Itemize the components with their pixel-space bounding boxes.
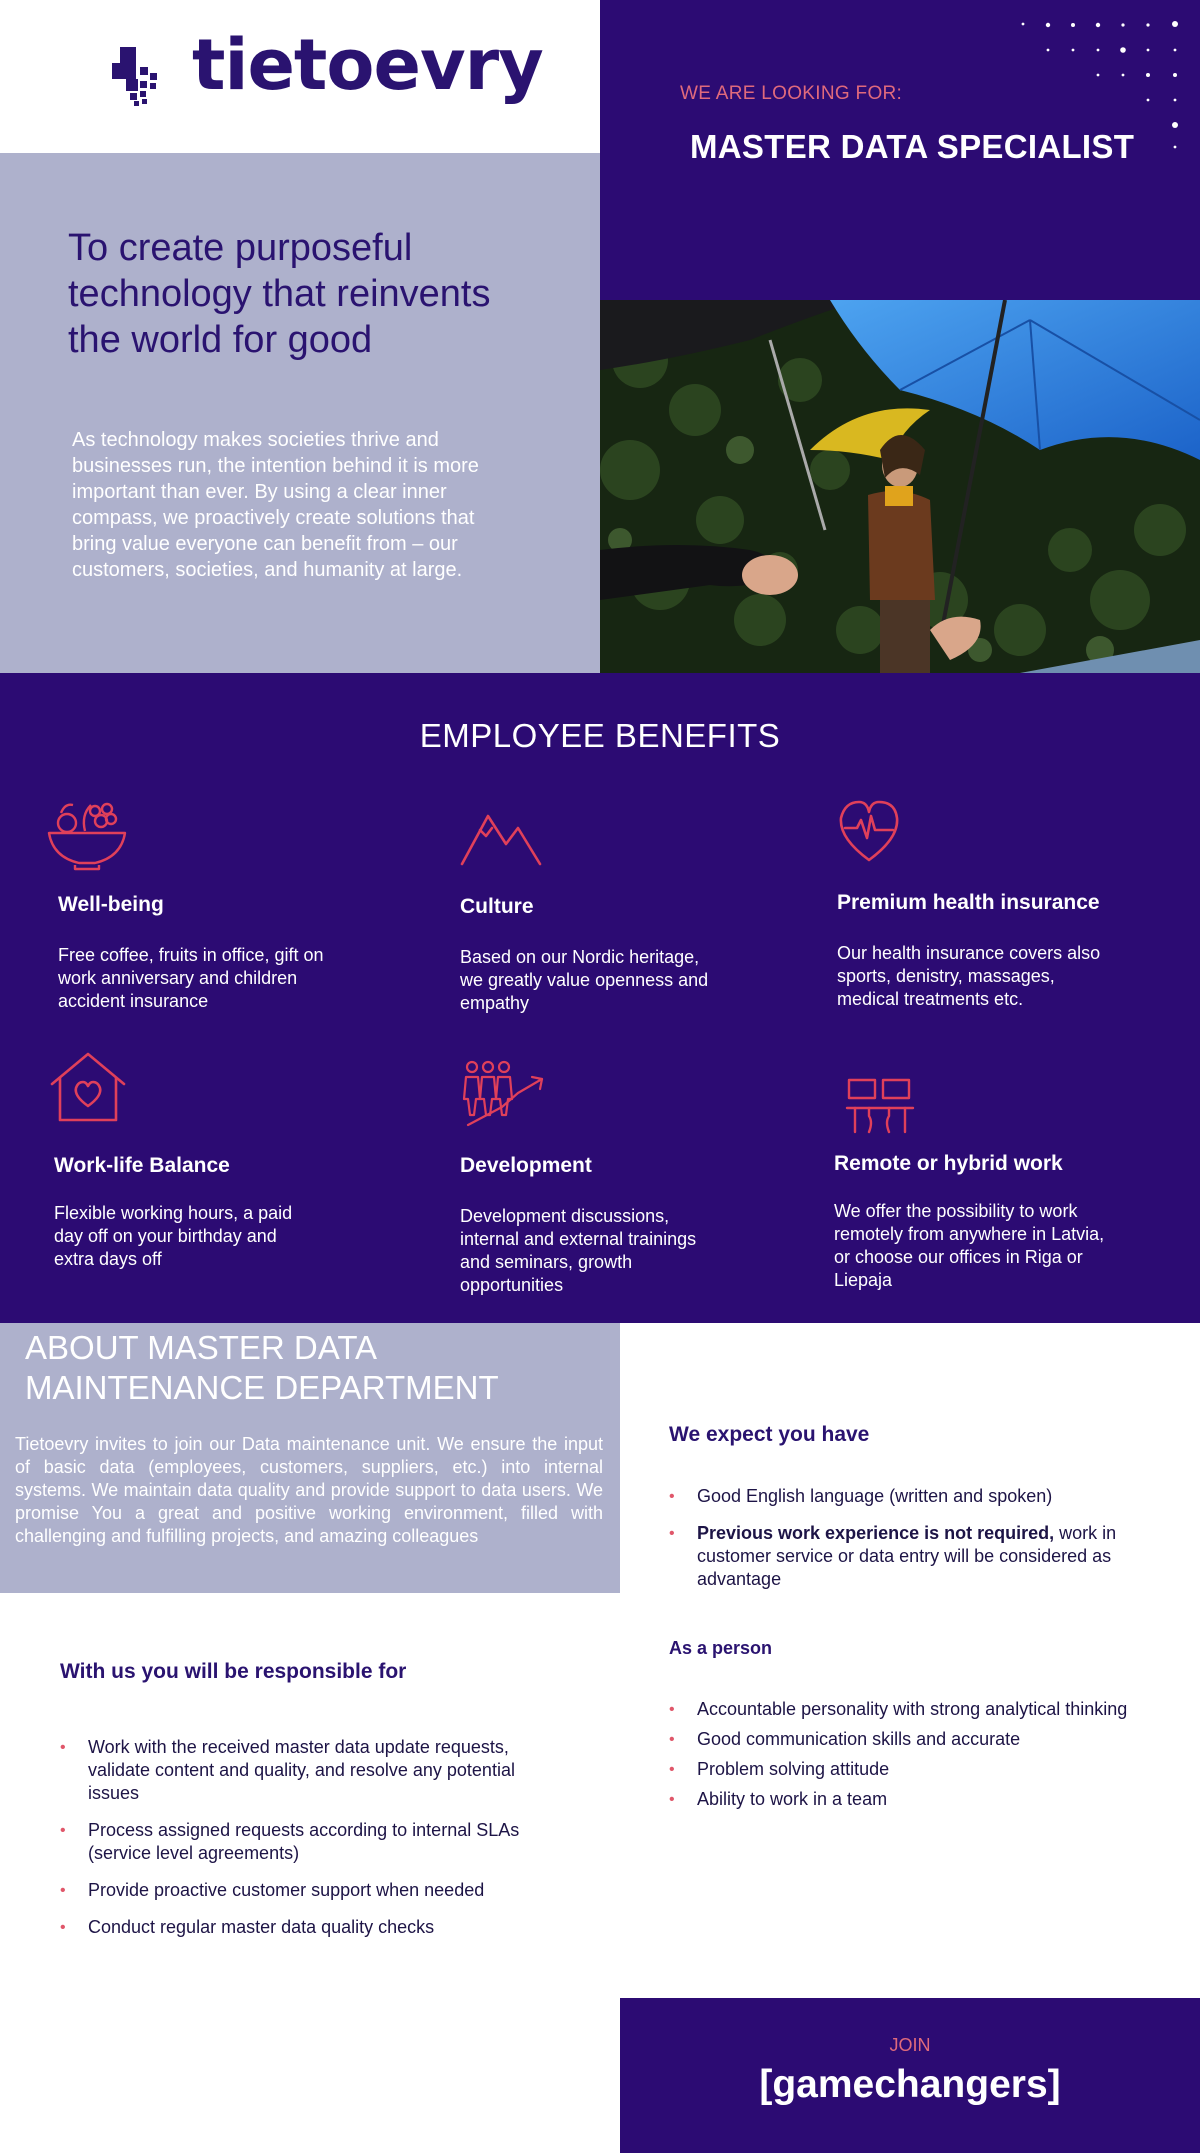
benefit-text: Our health insurance covers also sports, denistry, massages, medical treatments etc. <box>837 943 1101 1009</box>
responsibilities-list <box>60 1736 550 1939</box>
about-title: ABOUT MASTER DATA MAINTENANCE DEPARTMENT <box>25 1329 499 1406</box>
benefit-text: Based on our Nordic heritage, we greatly value openness and empathy <box>460 947 709 1013</box>
responsibilities-heading: With us you will be responsible for <box>60 1660 407 1683</box>
list-item <box>669 1485 1149 1508</box>
list-item: • Problem solving attitude <box>669 1758 1149 1781</box>
team-growth-icon <box>462 1056 548 1132</box>
benefit-text: Development discussions, internal and external trainings and seminars, growth opportunities <box>460 1206 697 1295</box>
benefit-title: Development <box>460 1154 592 1177</box>
about-body: Tietoevry invites to join our Data maintenance unit. We ensure the input of basic data (employees, customers, suppliers, etc.) into internal systems. We maintain data quality and provide support to data users. We promise You a great and positive working environment, filled with challenging and fulfilling projects, and amazing colleagues <box>15 1434 603 1546</box>
list-item <box>669 1522 1149 1591</box>
benefit-text: Free coffee, fruits in office, gift on work anniversary and children accident insurance <box>58 945 324 1011</box>
expectations-list <box>669 1485 1149 1591</box>
person-list <box>669 1698 1149 1811</box>
join-label: JOIN <box>889 2035 931 2055</box>
benefits-title: EMPLOYEE BENEFITS <box>419 717 781 754</box>
list-item: • Good communication skills and accurate <box>669 1728 1149 1751</box>
list-item: • Accountable personality with strong analytical thinking <box>669 1698 1149 1721</box>
list-item: • Ability to work in a team <box>669 1788 1149 1811</box>
list-item-text: work in customer service or data entry will be considered as advantage <box>697 1523 1117 1589</box>
mountain-icon <box>458 800 544 876</box>
benefit-title: Work-life Balance <box>54 1154 230 1177</box>
join-slogan: [gamechangers] <box>759 2063 1061 2106</box>
list-item: • Process assigned requests according to internal SLAs (service level agreements) <box>60 1819 550 1865</box>
list-item: • Conduct regular master data quality checks <box>60 1916 550 1939</box>
house-heart-icon <box>48 1050 134 1126</box>
benefit-title: Premium health insurance <box>837 891 1100 914</box>
expectations-heading: We expect you have <box>669 1423 870 1446</box>
list-item-bold: Previous work experience is not required, <box>697 1523 1055 1543</box>
list-item-text: Good English language (written and spoken) <box>697 1486 1053 1506</box>
benefit-text: Flexible working hours, a paid day off on your birthday and extra days off <box>54 1203 293 1269</box>
list-item: • Provide proactive customer support when needed <box>60 1879 550 1902</box>
mission-body: As technology makes societies thrive and businesses run, the intention behind it is more important than ever. By using a clear inner compass, we proactively create solutions that bring value everyone can benefit from – our customers, societies, and humanity at large. <box>72 429 479 581</box>
heart-pulse-icon <box>835 798 921 874</box>
desks-icon <box>845 1068 931 1144</box>
tietoevry-logo-icon <box>112 45 174 107</box>
benefit-title: Well-being <box>58 893 164 916</box>
benefit-text: We offer the possibility to work remotely from anywhere in Latvia, or choose our offices in Riga or Liepaja <box>834 1201 1105 1290</box>
umbrella-photo <box>600 300 1200 673</box>
benefit-title: Remote or hybrid work <box>834 1152 1063 1175</box>
benefit-title: Culture <box>460 895 534 918</box>
looking-for-label: WE ARE LOOKING FOR: <box>680 83 903 104</box>
job-title: MASTER DATA SPECIALIST <box>690 128 1135 165</box>
fruit-bowl-icon <box>45 795 131 871</box>
mission-headline: To create purposeful technology that reinvents the world for good <box>68 227 491 361</box>
list-item: • Work with the received master data update requests, validate content and quality, and resolve any potential issues <box>60 1736 550 1805</box>
logo-wordmark: tietoevry <box>192 24 543 106</box>
person-heading: As a person <box>669 1638 773 1658</box>
